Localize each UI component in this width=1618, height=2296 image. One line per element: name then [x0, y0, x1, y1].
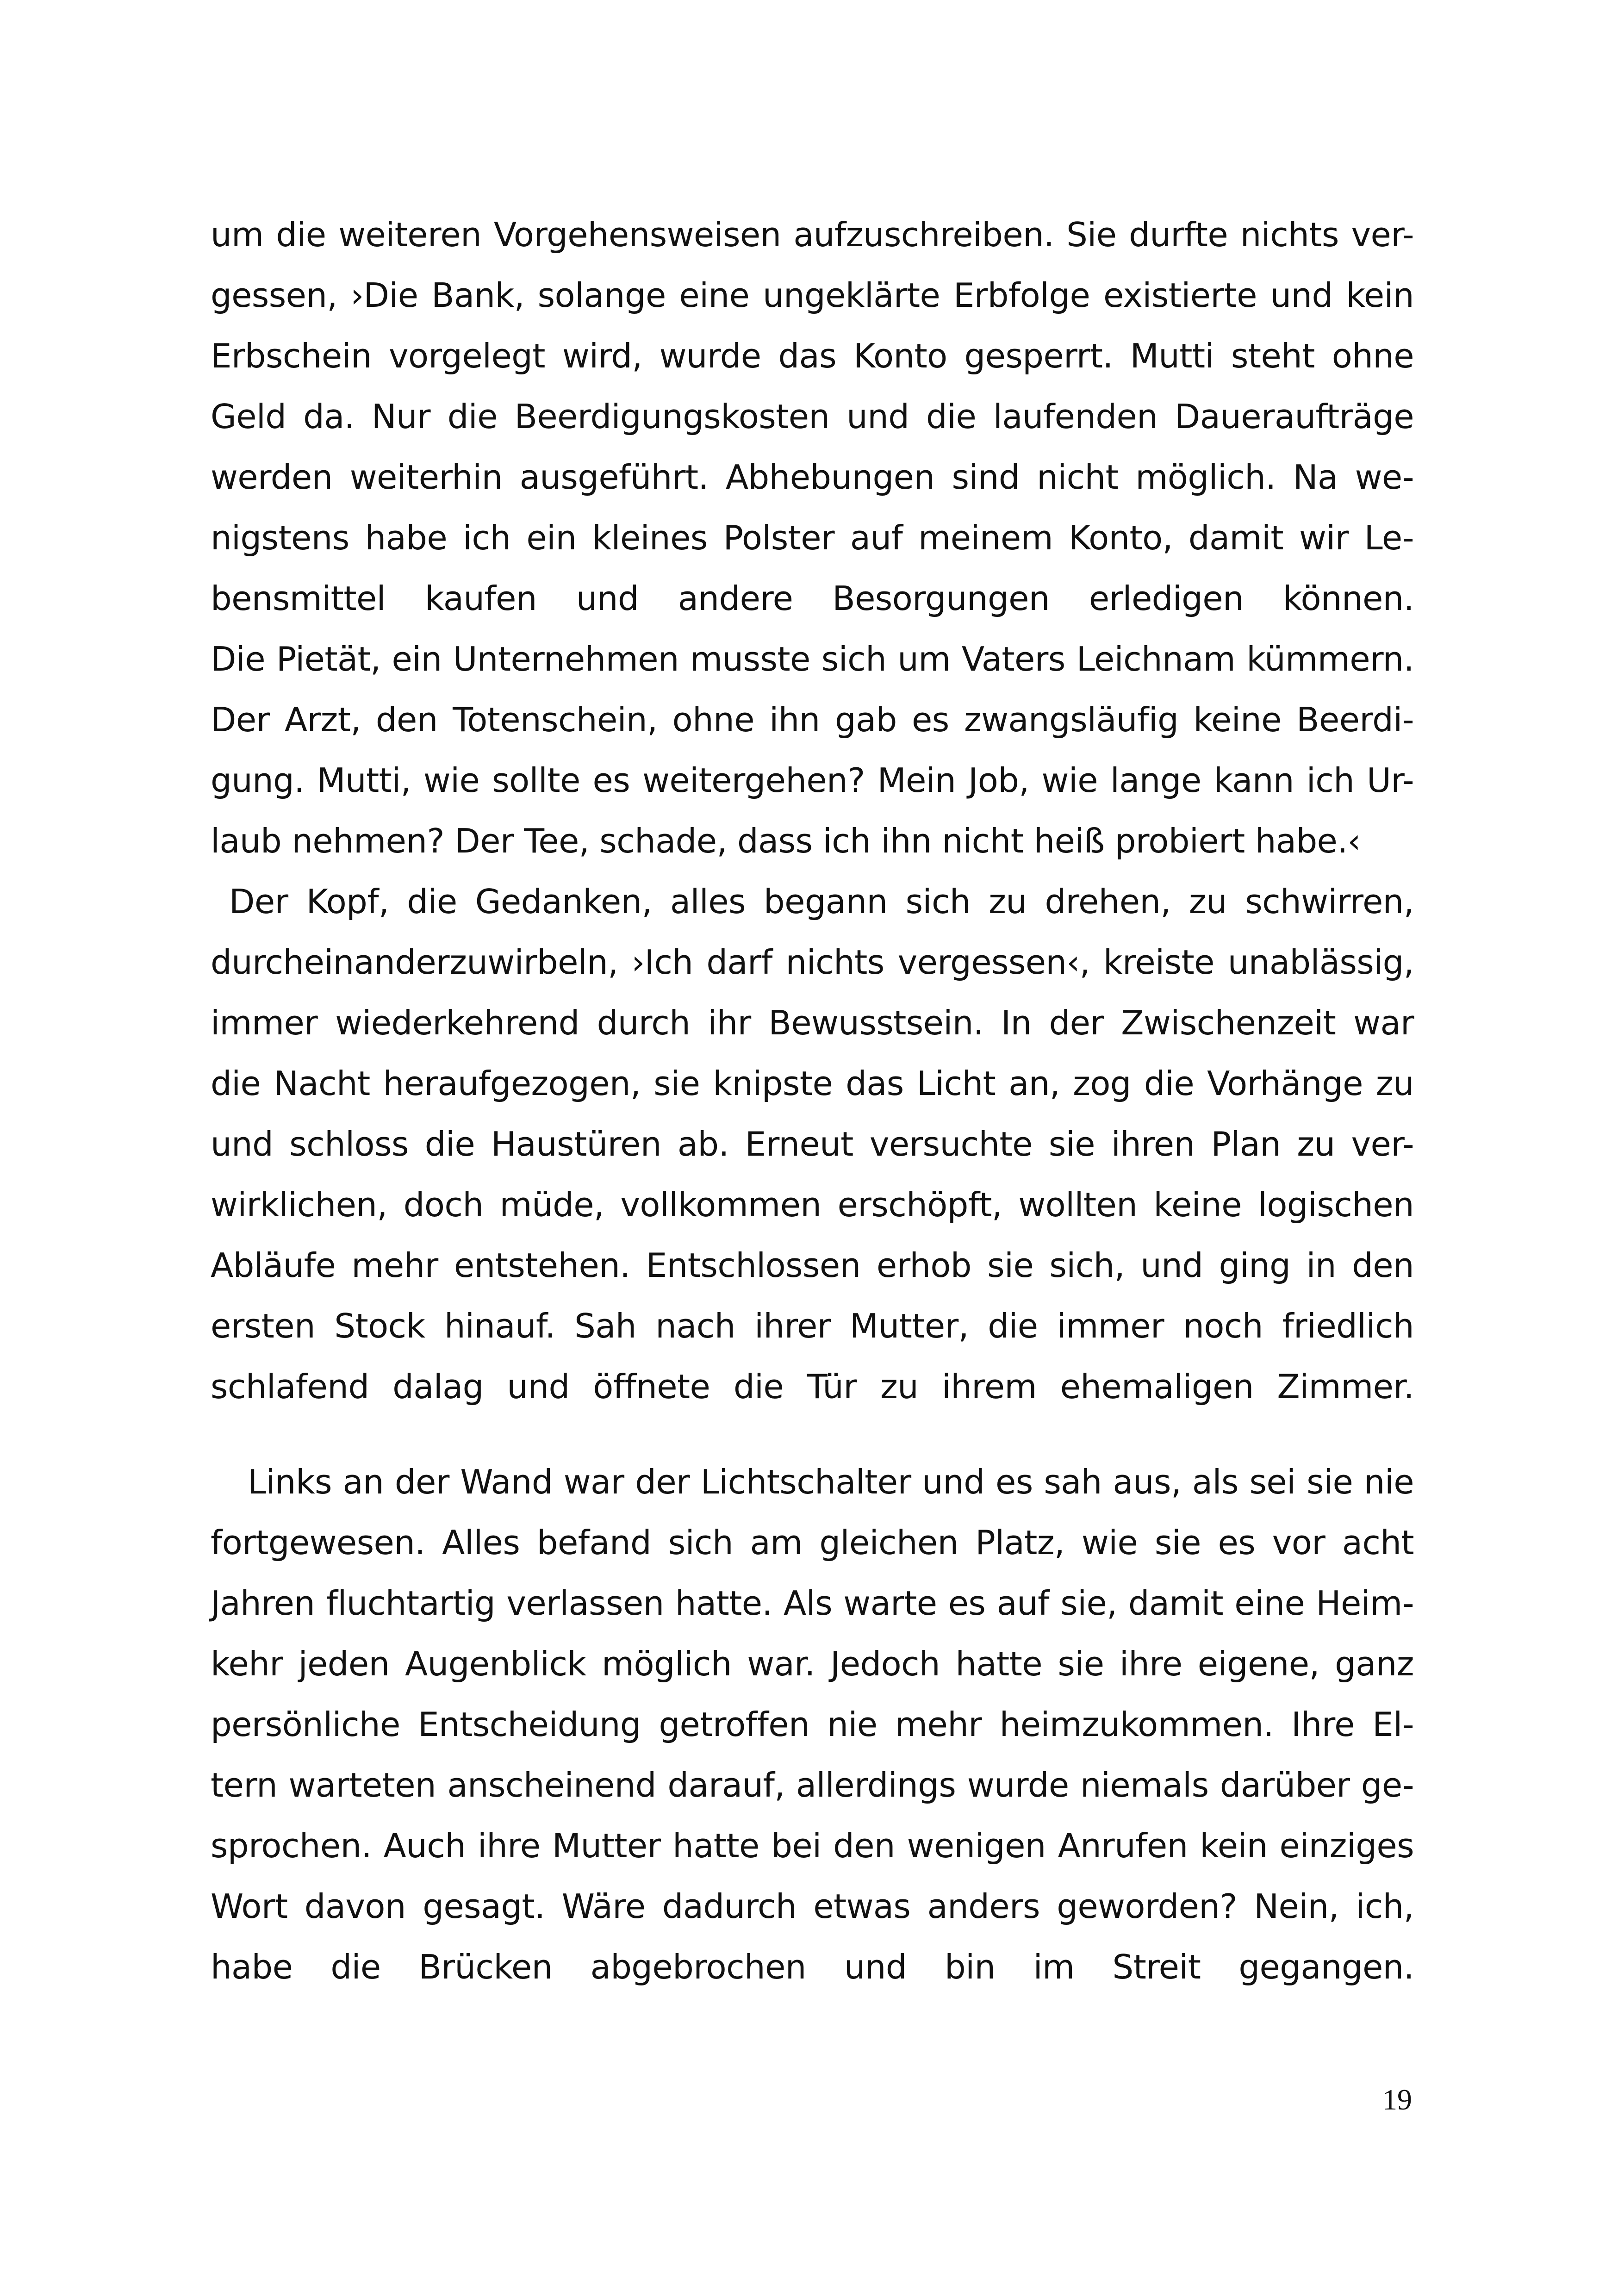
text-line: Abläufe mehr entstehen. Entschlossen erhob sie sich, und ging in den	[211, 1246, 1414, 1285]
text-line: sprochen. Auch ihre Mutter hatte bei den wenigen Anrufen kein einziges	[211, 1826, 1414, 1865]
text-block-lower	[211, 1452, 1414, 1997]
text-line: Erbschein vorgelegt wird, wurde das Konto gesperrt. Mutti steht ohne	[211, 336, 1414, 375]
text-line: Jahren fluchtartig verlassen hatte. Als warte es auf sie, damit eine Heim-	[211, 1584, 1414, 1623]
text-line: bensmittel kaufen und andere Besorgungen erledigen können.	[211, 579, 1414, 618]
text-line: schlafend dalag und öffnete die Tür zu ihrem ehemaligen Zimmer.	[211, 1367, 1414, 1406]
text-line: tern warteten anscheinend darauf, allerdings wurde niemals darüber ge-	[211, 1766, 1414, 1804]
text-line: werden weiterhin ausgeführt. Abhebungen sind nicht möglich. Na we-	[211, 458, 1414, 497]
text-line: Die Pietät, ein Unternehmen musste sich um Vaters Leichnam kümmern.	[211, 640, 1414, 678]
text-line: kehr jeden Augenblick möglich war. Jedoch hatte sie ihre eigene, ganz	[211, 1644, 1414, 1683]
text-line: Der Arzt, den Totenschein, ohne ihn gab es zwangsläufig keine Beerdi-	[211, 700, 1414, 739]
text-line: Geld da. Nur die Beerdigungskosten und die laufenden Daueraufträge	[211, 397, 1414, 436]
text-line: laub nehmen? Der Tee, schade, dass ich ihn nicht heiß probiert habe.‹	[211, 821, 1361, 860]
text-line: ersten Stock hinauf. Sah nach ihrer Mutter, die immer noch friedlich	[211, 1307, 1414, 1345]
page-number: 19	[1382, 2083, 1412, 2116]
text-line: persönliche Entscheidung getroffen nie mehr heimzukommen. Ihre El-	[211, 1705, 1414, 1744]
text-line: gessen, ›Die Bank, solange eine ungeklärte Erbfolge existierte und kein	[211, 276, 1414, 315]
text-line: immer wiederkehrend durch ihr Bewusstsein. In der Zwischenzeit war	[211, 1003, 1414, 1042]
text-line: und schloss die Haustüren ab. Erneut versuchte sie ihren Plan zu ver-	[211, 1125, 1414, 1164]
text-line: Links an der Wand war der Lichtschalter und es sah aus, als sei sie nie	[248, 1462, 1414, 1501]
text-line: um die weiteren Vorgehensweisen aufzuschreiben. Sie durfte nichts ver-	[211, 215, 1414, 254]
text-line: die Nacht heraufgezogen, sie knipste das Licht an, zog die Vorhänge zu	[211, 1064, 1414, 1103]
text-line: habe die Brücken abgebrochen und bin im Streit gegangen.	[211, 1948, 1414, 1986]
text-block-upper	[211, 205, 1414, 1417]
text-line: Der Kopf, die Gedanken, alles begann sich zu drehen, zu schwirren,	[229, 882, 1414, 921]
text-line: Wort davon gesagt. Wäre dadurch etwas anders geworden? Nein, ich,	[211, 1887, 1414, 1926]
text-line: gung. Mutti, wie sollte es weitergehen? Mein Job, wie lange kann ich Ur-	[211, 761, 1414, 800]
text-line: wirklichen, doch müde, vollkommen erschöpft, wollten keine logischen	[211, 1185, 1414, 1224]
text-line: fortgewesen. Alles befand sich am gleichen Platz, wie sie es vor acht	[211, 1523, 1414, 1562]
text-line: nigstens habe ich ein kleines Polster auf meinem Konto, damit wir Le-	[211, 518, 1414, 557]
text-line: durcheinanderzuwirbeln, ›Ich darf nichts vergessen‹, kreiste unablässig,	[211, 943, 1414, 982]
